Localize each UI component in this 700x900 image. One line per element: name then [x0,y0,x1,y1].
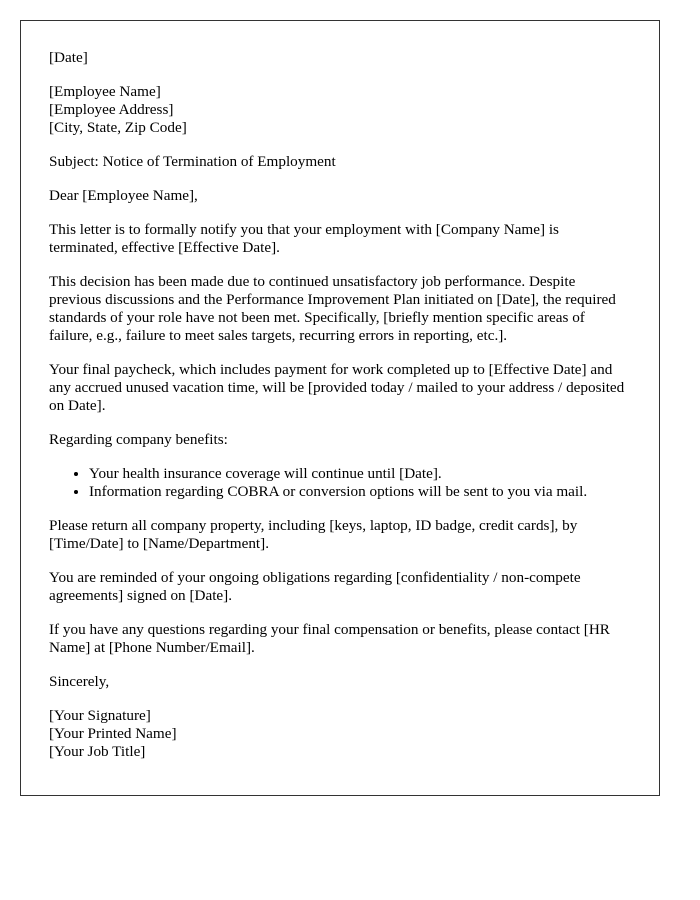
paragraph-reason: This decision has been made due to continued unsatisfactory job performance. Despite previous discussions and the Performance Improvement Plan initiated on [Date], the required standards of your role have not been met. Specifically, [briefly mention specific areas of failure, e.g., failure to meet sales targets, recurring errors in reporting, etc.]. [49,273,616,344]
signature-block [49,707,631,761]
paragraph-company-property: Please return all company property, including [keys, laptop, ID badge, credit cards], by [Time/Date] to [Name/Department]. [49,517,578,552]
signature-line: [Your Signature] [49,707,151,724]
list-item: • Information regarding COBRA or conversion options will be sent to you via mail. [89,483,631,501]
list-item: • Your health insurance coverage will continue until [Date]. [89,465,631,483]
letter-greeting: Dear [Employee Name], [49,187,198,204]
recipient-city-state-zip: [City, State, Zip Code] [49,119,187,136]
letter-subject: Subject: Notice of Termination of Employment [49,153,336,170]
job-title: [Your Job Title] [49,743,146,760]
benefits-list [49,465,631,501]
paragraph-notification: This letter is to formally notify you that your employment with [Company Name] is terminated, effective [Effective Date]. [49,221,559,256]
letter-date: [Date] [49,49,88,66]
recipient-address: [Employee Address] [49,101,174,118]
letter-signoff: Sincerely, [49,673,110,690]
paragraph-questions: If you have any questions regarding your final compensation or benefits, please contact [HR Name] at [Phone Number/Email]. [49,621,610,656]
paragraph-final-paycheck: Your final paycheck, which includes payment for work completed up to [Effective Date] and any accrued unused vacation time, will be [provided today / mailed to your address / deposited on Date]. [49,361,625,414]
recipient-name: [Employee Name] [49,83,161,100]
paragraph-benefits-intro: Regarding company benefits: [49,431,228,448]
paragraph-obligations: You are reminded of your ongoing obligations regarding [confidentiality / non-compete agreements] signed on [Date]. [49,569,581,604]
letter-page [20,20,660,796]
printed-name: [Your Printed Name] [49,725,177,742]
recipient-block [49,83,631,137]
